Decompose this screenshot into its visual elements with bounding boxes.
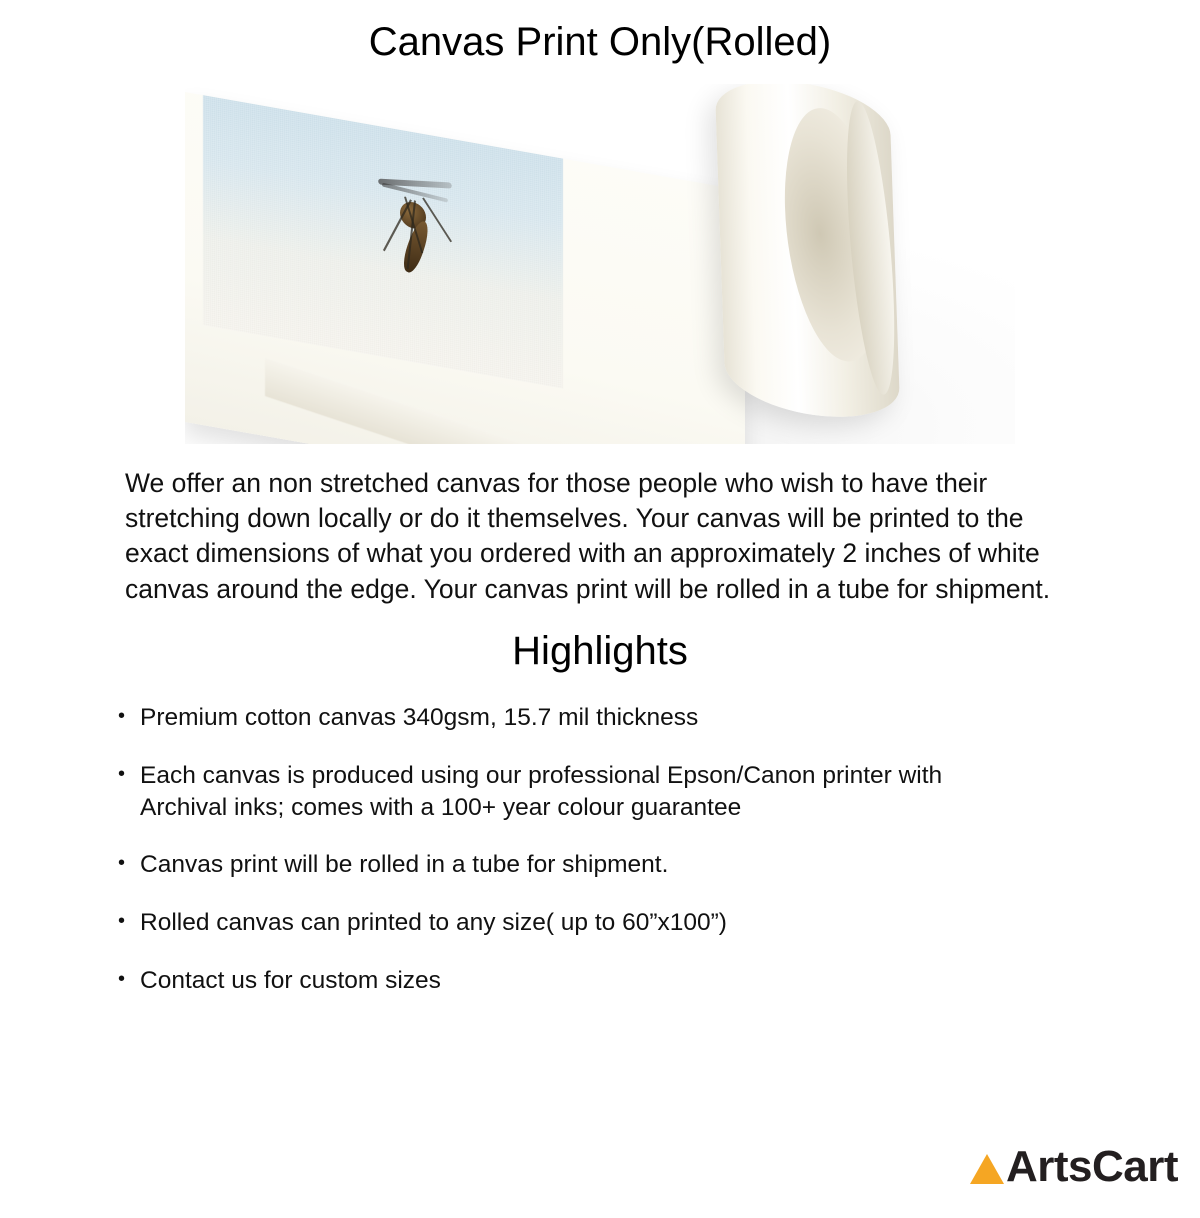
mosquito-body bbox=[400, 218, 433, 276]
page-title: Canvas Print Only(Rolled) bbox=[368, 20, 832, 64]
product-info-page bbox=[0, 18, 1200, 1218]
canvas-roll bbox=[714, 84, 900, 427]
list-item: • Canvas print will be rolled in a tube for shipment. bbox=[118, 849, 1000, 881]
brand-logo-text: ArtsCart bbox=[1005, 1142, 1178, 1191]
highlights-title: Highlights bbox=[512, 628, 688, 673]
list-item: • Premium cotton canvas 340gsm, 15.7 mil thickness bbox=[118, 702, 1000, 734]
highlights-list bbox=[0, 702, 1000, 997]
product-description: We offer an non stretched canvas for those people who wish to have their stretching down locally or do it themselves. Your canvas will be printed to the exact dimensions of what you ordered with an approximately 2 inches of white canvas around the edge. Your canvas print will be rolled in a tube for shipment. bbox=[125, 468, 1051, 604]
list-item: • Each canvas is produced using our professional Epson/Canon printer with Archival inks; comes with a 100+ year colour guarantee bbox=[118, 760, 1000, 824]
list-item: • Contact us for custom sizes bbox=[118, 965, 1000, 997]
triangle-mark-icon bbox=[970, 1154, 1004, 1184]
list-item: • Rolled canvas can printed to any size( up to 60”x100”) bbox=[118, 907, 1000, 939]
rolled-canvas-image bbox=[185, 84, 1015, 444]
mosquito-artwork-icon bbox=[370, 167, 490, 308]
brand-logo bbox=[970, 1142, 1178, 1192]
